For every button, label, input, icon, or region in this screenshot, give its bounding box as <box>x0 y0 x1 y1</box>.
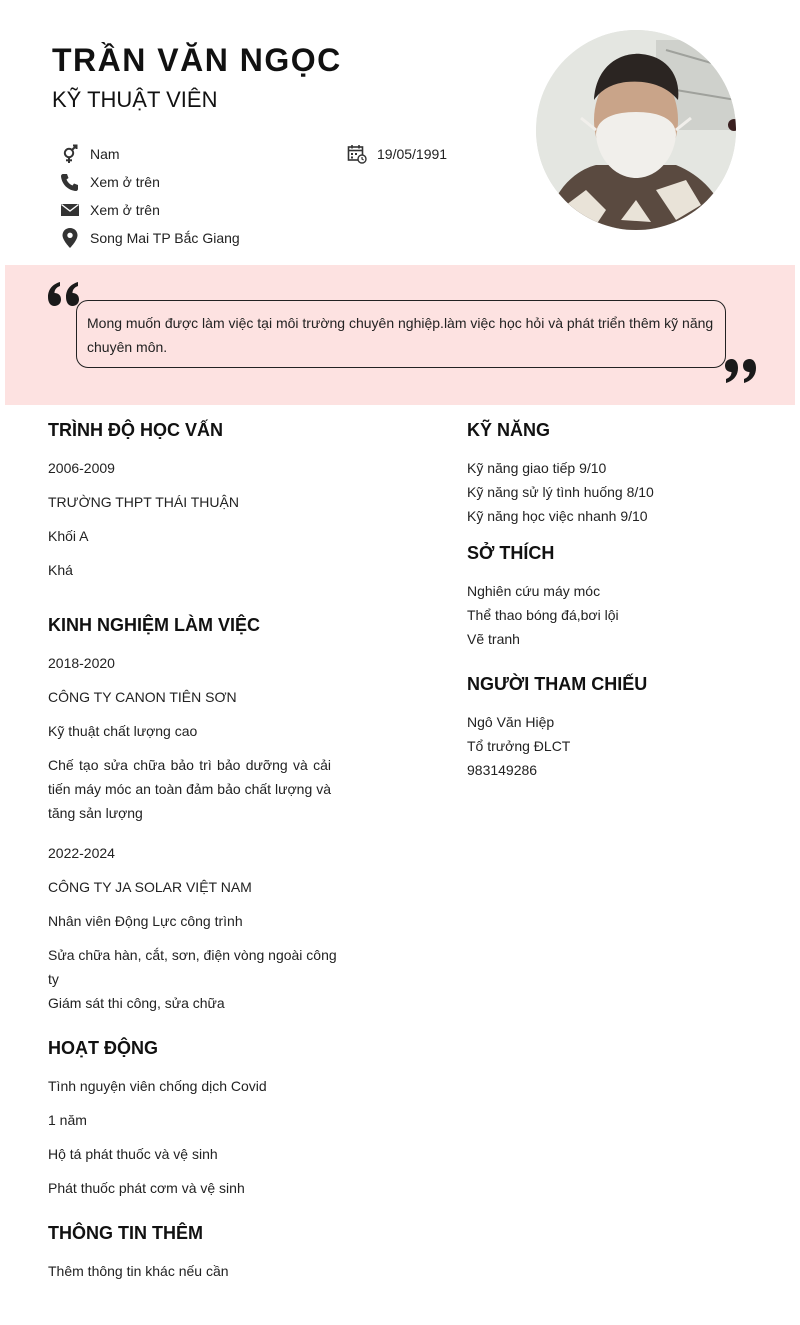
mail-icon <box>60 200 80 220</box>
email-row <box>60 200 160 220</box>
activity-role: Tình nguyện viên chống dịch Covid <box>48 1078 267 1094</box>
hobbies-title: SỞ THÍCH <box>467 543 555 563</box>
job-period: 2022-2024 <box>48 845 115 861</box>
objective-text: Mong muốn được làm việc tại môi trường chuyên nghiệp.làm việc học hỏi và phát triển thêm kỹ năng chuyên môn. <box>76 300 726 368</box>
birthdate-value: 19/05/1991 <box>377 146 448 162</box>
skill-item: Kỹ năng sử lý tình huống 8/10 <box>467 484 654 500</box>
education-period: 2006-2009 <box>48 460 115 476</box>
address-row <box>60 228 240 248</box>
additional-text: Thêm thông tin khác nếu cần <box>48 1263 229 1279</box>
job-period: 2018-2020 <box>48 655 115 671</box>
skill-item: Kỹ năng giao tiếp 9/10 <box>467 460 607 476</box>
job-company: CÔNG TY JA SOLAR VIỆT NAM <box>48 879 252 895</box>
candidate-name: TRẦN VĂN NGỌC <box>52 42 342 78</box>
close-quote-icon <box>722 358 758 389</box>
hobby-item: Vẽ tranh <box>467 631 520 647</box>
job-position: Kỹ thuật chất lượng cao <box>48 723 198 739</box>
skill-item: Kỹ năng học việc nhanh 9/10 <box>467 508 648 524</box>
gender-row <box>60 144 120 164</box>
phone-icon <box>60 172 80 192</box>
location-pin-icon <box>60 228 80 248</box>
job-description: Sửa chữa hàn, cắt, sơn, điện vòng ngoài công ty <box>48 947 337 987</box>
reference-name: Ngô Văn Hiệp <box>467 714 555 730</box>
gender-icon <box>60 144 80 164</box>
education-title: TRÌNH ĐỘ HỌC VẤN <box>48 420 223 440</box>
job-description: Chế tạo sửa chữa bảo trì bảo dưỡng và cải tiến máy móc an toàn đảm bảo chất lượng và tăng sản lượng <box>48 757 331 821</box>
reference-phone: 983149286 <box>467 762 538 778</box>
experience-title: KINH NGHIỆM LÀM VIỆC <box>48 615 261 635</box>
job-position: Nhân viên Động Lực công trình <box>48 913 243 929</box>
address-value: Song Mai TP Bắc Giang <box>90 230 240 246</box>
activity-duration: 1 năm <box>48 1112 87 1128</box>
job-company: CÔNG TY CANON TIÊN SƠN <box>48 689 237 705</box>
additional-title: THÔNG TIN THÊM <box>48 1223 203 1243</box>
email-value: Xem ở trên <box>90 202 160 218</box>
activities-title: HOẠT ĐỘNG <box>48 1038 158 1058</box>
reference-position: Tổ trưởng ĐLCT <box>467 738 571 754</box>
gender-value: Nam <box>90 146 120 162</box>
profile-photo <box>536 30 736 230</box>
activity-organization: Hộ tá phát thuốc và vệ sinh <box>48 1146 218 1162</box>
hobby-item: Thể thao bóng đá,bơi lội <box>467 607 619 623</box>
birthdate-row <box>347 144 447 164</box>
job-title: KỸ THUẬT VIÊN <box>52 87 218 112</box>
references-title: NGƯỜI THAM CHIẾU <box>467 674 648 694</box>
skills-title: KỸ NĂNG <box>467 420 551 440</box>
activity-description: Phát thuốc phát cơm và vệ sinh <box>48 1180 245 1196</box>
education-major: Khối A <box>48 528 89 544</box>
calendar-icon <box>347 144 367 164</box>
job-description-extra: Giám sát thi công, sửa chữa <box>48 995 225 1011</box>
education-grade: Khá <box>48 562 73 578</box>
phone-row <box>60 172 160 192</box>
education-school: TRƯỜNG THPT THÁI THUẬN <box>48 494 239 510</box>
hobby-item: Nghiên cứu máy móc <box>467 583 601 599</box>
phone-value: Xem ở trên <box>90 174 160 190</box>
